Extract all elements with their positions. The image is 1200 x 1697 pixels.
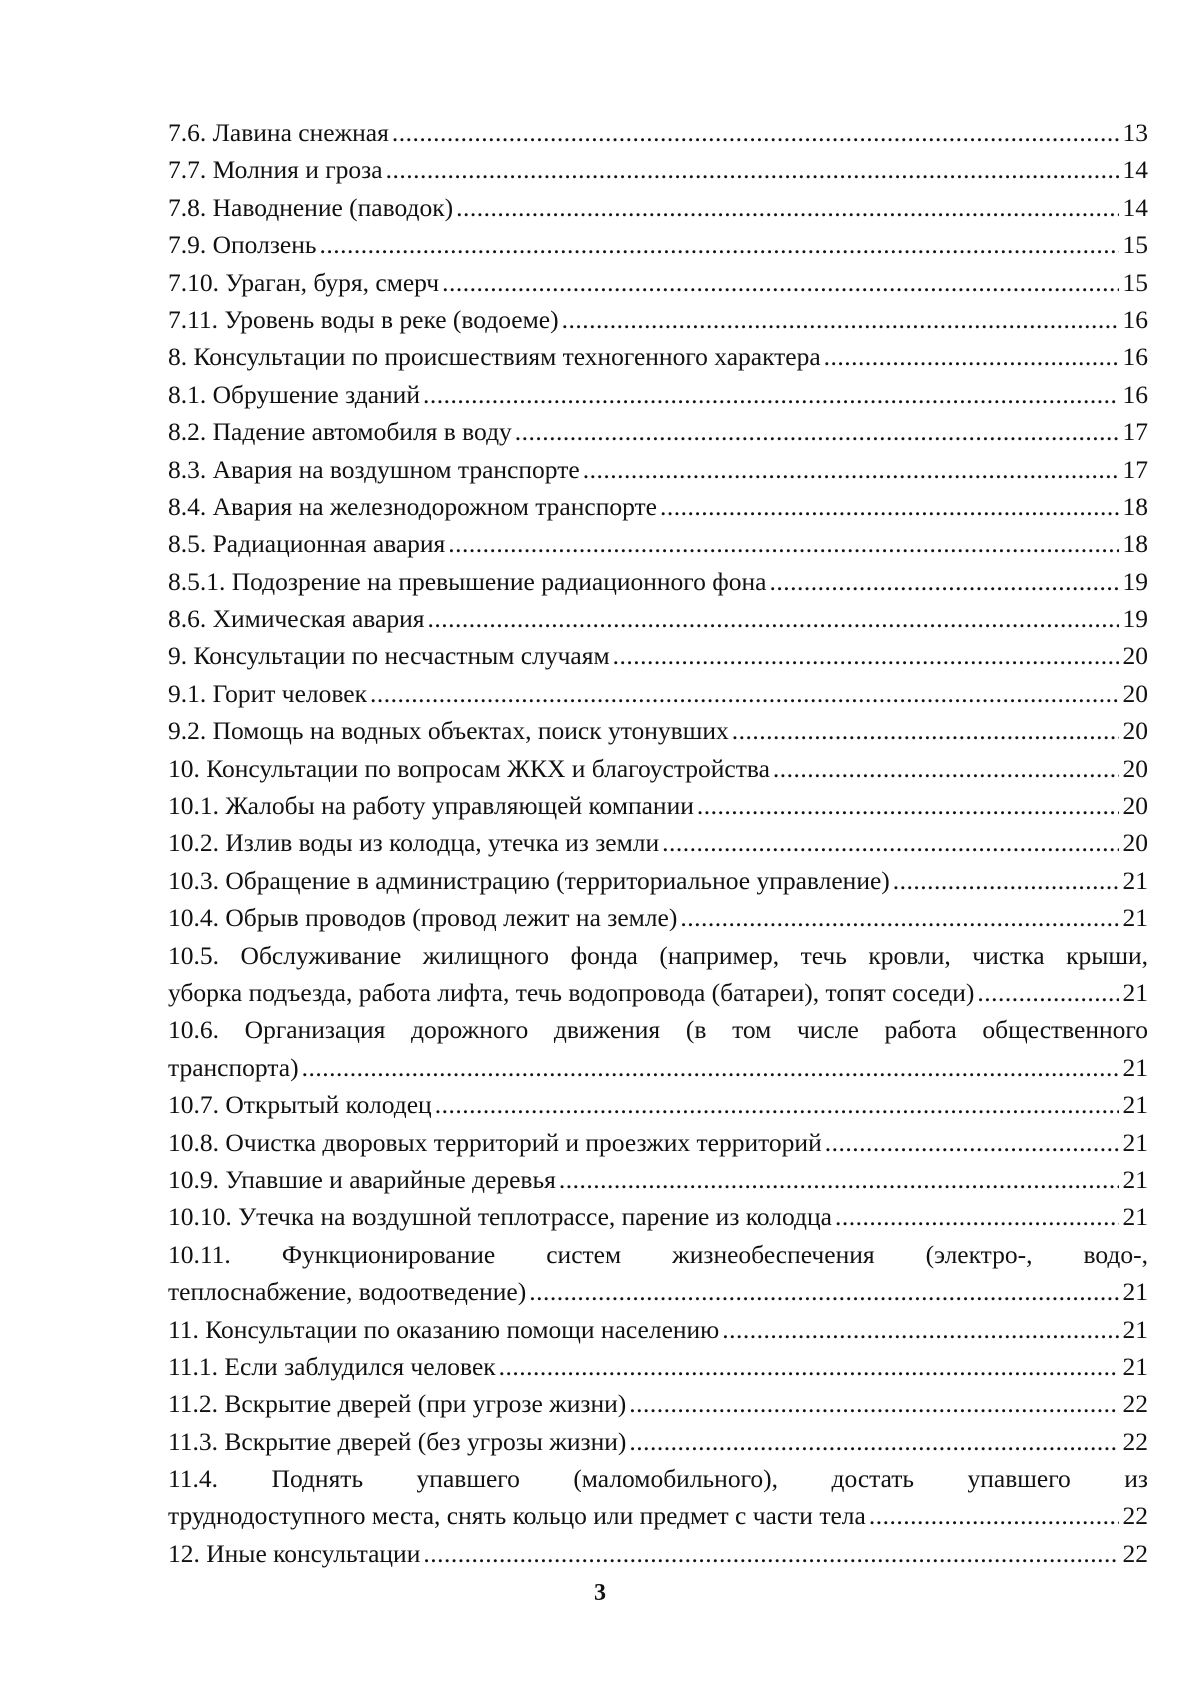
toc-entry-page: 21	[1122, 1351, 1148, 1381]
toc-entry-page: 20	[1122, 678, 1148, 708]
toc-entry-page: 16	[1122, 342, 1148, 372]
toc-entry-title: 10.4. Обрыв проводов (провод лежит на земле)	[168, 903, 678, 933]
toc-dot-leader	[427, 600, 1118, 637]
toc-dot-leader	[893, 862, 1119, 899]
toc-entry-title: 8.5.1. Подозрение на превышение радиационного фона	[168, 566, 767, 596]
toc-entry	[168, 1497, 1148, 1534]
toc-entry-title: 7.9. Оползень	[168, 230, 317, 260]
toc-entry	[168, 264, 1148, 301]
toc-entry-page: 16	[1122, 379, 1148, 409]
toc-entry	[168, 712, 1148, 749]
toc-dot-leader	[423, 1535, 1118, 1572]
toc-dot-leader	[386, 151, 1119, 188]
toc-dot-leader	[629, 1385, 1118, 1422]
toc-dot-leader	[869, 1497, 1119, 1534]
toc-entry-page: 20	[1122, 716, 1148, 746]
toc-dot-leader	[824, 338, 1119, 375]
toc-entry-title: 10.7. Открытый колодец	[168, 1090, 432, 1120]
toc-entry	[168, 451, 1148, 488]
toc-entry-title: 10. Консультации по вопросам ЖКХ и благоустройства	[168, 753, 770, 783]
toc-entry-page: 21	[1122, 1202, 1148, 1232]
toc-entry-title: 9. Консультации по несчастным случаям	[168, 641, 610, 671]
toc-entry-page: 21	[1122, 865, 1148, 895]
toc-entry-title: 7.11. Уровень воды в реке (водоеме)	[168, 304, 559, 334]
toc-entry-page: 18	[1122, 529, 1148, 559]
toc-entry-page: 20	[1122, 791, 1148, 821]
toc-dot-leader	[660, 488, 1119, 525]
toc-dot-leader	[732, 712, 1119, 749]
toc-entry-title: транспорта)	[168, 1052, 299, 1082]
toc-entry-page: 16	[1122, 304, 1148, 334]
toc-entry	[168, 1311, 1148, 1348]
toc-dot-leader	[392, 114, 1119, 151]
toc-entry	[168, 1385, 1148, 1422]
toc-entry-page: 21	[1122, 1277, 1148, 1307]
toc-entry-page: 14	[1122, 192, 1148, 222]
toc-entry-page: 17	[1122, 417, 1148, 447]
toc-entry-title: теплоснабжение, водоотведение)	[168, 1277, 527, 1307]
table-of-contents	[168, 114, 1148, 1572]
toc-entry-page: 19	[1122, 604, 1148, 634]
toc-entry-title: 10.9. Упавшие и аварийные деревья	[168, 1164, 556, 1194]
toc-entry-first-line: 10.11. Функционирование систем жизнеобеспечения (электро-, водо-,	[168, 1239, 1148, 1269]
toc-entry	[168, 787, 1148, 824]
toc-dot-leader	[629, 1423, 1118, 1460]
toc-dot-leader	[977, 974, 1118, 1011]
page-number: 3	[594, 1580, 606, 1606]
toc-entry-page: 20	[1122, 828, 1148, 858]
toc-dot-leader	[499, 1348, 1119, 1385]
toc-dot-leader	[448, 525, 1118, 562]
toc-entry-page: 15	[1122, 230, 1148, 260]
toc-dot-leader	[722, 1311, 1118, 1348]
toc-dot-leader	[302, 1049, 1119, 1086]
toc-entry-title: 7.6. Лавина снежная	[168, 118, 389, 147]
toc-entry	[168, 1161, 1148, 1198]
toc-dot-leader	[680, 899, 1118, 936]
toc-entry-title: труднодоступного места, снять кольцо или предмет с части тела	[168, 1501, 866, 1531]
toc-entry-page: 21	[1122, 1314, 1148, 1344]
toc-entry-first-line: 11.4. Поднять упавшего (маломобильного), достать упавшего из	[168, 1464, 1148, 1494]
toc-entry-title: 8.5. Радиационная авария	[168, 529, 446, 559]
toc-entry-title: 10.10. Утечка на воздушной теплотрассе, парение из колодца	[168, 1202, 832, 1232]
toc-entry	[168, 824, 1148, 861]
toc-entry-page: 14	[1122, 155, 1148, 185]
toc-dot-leader	[423, 376, 1119, 413]
toc-dot-leader	[435, 1086, 1119, 1123]
toc-entry-page: 15	[1122, 267, 1148, 297]
toc-entry-title: 10.2. Излив воды из колодца, утечка из земли	[168, 828, 660, 858]
toc-dot-leader	[697, 787, 1119, 824]
toc-dot-leader	[370, 675, 1118, 712]
toc-entry	[168, 1535, 1148, 1572]
toc-entry-page: 22	[1122, 1501, 1148, 1531]
toc-dot-leader	[562, 301, 1119, 338]
toc-entry-title: 8.4. Авария на железнодорожном транспорте	[168, 491, 657, 521]
toc-entry	[168, 750, 1148, 787]
toc-dot-leader	[583, 451, 1119, 488]
toc-entry	[168, 899, 1148, 936]
toc-entry-first-line: 10.6. Организация дорожного движения (в том числе работа общественного	[168, 1015, 1148, 1045]
toc-entry-title: уборка подъезда, работа лифта, течь водопровода (батареи), топят соседи)	[168, 977, 975, 1007]
toc-entry	[168, 600, 1148, 637]
toc-entry	[168, 862, 1148, 899]
toc-entry-title: 8.2. Падение автомобиля в воду	[168, 417, 512, 447]
toc-entry	[168, 1273, 1148, 1310]
toc-entry-title: 9.2. Помощь на водных объектах, поиск утонувших	[168, 716, 729, 746]
toc-entry	[168, 488, 1148, 525]
toc-entry-title: 7.10. Ураган, буря, смерч	[168, 267, 440, 297]
toc-entry	[168, 1423, 1148, 1460]
toc-entry-page: 22	[1122, 1389, 1148, 1419]
toc-dot-leader	[769, 563, 1118, 600]
toc-entry	[168, 151, 1148, 188]
toc-entry	[168, 1348, 1148, 1385]
toc-dot-leader	[835, 1198, 1119, 1235]
toc-entry-page: 18	[1122, 491, 1148, 521]
toc-entry	[168, 563, 1148, 600]
toc-entry-title: 8.1. Обрушение зданий	[168, 379, 420, 409]
toc-entry-title: 7.8. Наводнение (паводок)	[168, 192, 454, 222]
toc-entry-title: 8.3. Авария на воздушном транспорте	[168, 454, 580, 484]
toc-entry	[168, 1198, 1148, 1235]
toc-entry	[168, 1124, 1148, 1161]
toc-entry	[168, 226, 1148, 263]
toc-entry	[168, 189, 1148, 226]
toc-entry-title: 10.1. Жалобы на работу управляющей компании	[168, 791, 694, 821]
toc-entry-title: 8.6. Химическая авария	[168, 604, 425, 634]
toc-entry-title: 11.3. Вскрытие дверей (без угрозы жизни)	[168, 1426, 627, 1456]
toc-entry-page: 20	[1122, 641, 1148, 671]
toc-dot-leader	[825, 1124, 1119, 1161]
toc-dot-leader	[515, 413, 1119, 450]
toc-entry-title: 10.3. Обращение в администрацию (территориальное управление)	[168, 865, 890, 895]
toc-entry-page: 22	[1122, 1538, 1148, 1568]
toc-entry	[168, 413, 1148, 450]
toc-dot-leader	[442, 264, 1118, 301]
toc-entry-page: 21	[1122, 1052, 1148, 1082]
toc-entry-first-line: 10.5. Обслуживание жилищного фонда (например, течь кровли, чистка крыши,	[168, 940, 1148, 970]
toc-entry-title: 11.2. Вскрытие дверей (при угрозе жизни)	[168, 1389, 627, 1419]
toc-dot-leader	[320, 226, 1119, 263]
toc-entry-title: 7.7. Молния и гроза	[168, 155, 383, 185]
toc-entry-page: 21	[1122, 1164, 1148, 1194]
toc-entry	[168, 376, 1148, 413]
toc-dot-leader	[613, 637, 1119, 674]
toc-entry	[168, 637, 1148, 674]
toc-entry-title: 12. Иные консультации	[168, 1538, 421, 1568]
toc-entry-page: 21	[1122, 977, 1148, 1007]
toc-entry	[168, 974, 1148, 1011]
toc-entry	[168, 114, 1148, 151]
toc-entry-title: 9.1. Горит человек	[168, 678, 368, 708]
toc-entry-page: 22	[1122, 1426, 1148, 1456]
toc-dot-leader	[662, 824, 1118, 861]
toc-entry-title: 8. Консультации по происшествиям техногенного характера	[168, 342, 821, 372]
toc-entry	[168, 525, 1148, 562]
toc-entry-page: 20	[1122, 753, 1148, 783]
toc-dot-leader	[529, 1273, 1118, 1310]
toc-entry-page: 21	[1122, 903, 1148, 933]
toc-entry-page: 21	[1122, 1127, 1148, 1157]
toc-entry	[168, 1086, 1148, 1123]
toc-entry	[168, 675, 1148, 712]
toc-entry-page: 13	[1122, 118, 1148, 147]
toc-dot-leader	[773, 750, 1119, 787]
toc-entry-title: 11.1. Если заблудился человек	[168, 1351, 496, 1381]
toc-dot-leader	[456, 189, 1118, 226]
toc-entry	[168, 1049, 1148, 1086]
toc-entry-page: 21	[1122, 1090, 1148, 1120]
toc-entry-page: 17	[1122, 454, 1148, 484]
toc-entry	[168, 301, 1148, 338]
toc-entry-title: 10.8. Очистка дворовых территорий и проезжих территорий	[168, 1127, 822, 1157]
toc-dot-leader	[559, 1161, 1119, 1198]
toc-entry	[168, 338, 1148, 375]
toc-entry-page: 19	[1122, 566, 1148, 596]
toc-entry-title: 11. Консультации по оказанию помощи населению	[168, 1314, 720, 1344]
